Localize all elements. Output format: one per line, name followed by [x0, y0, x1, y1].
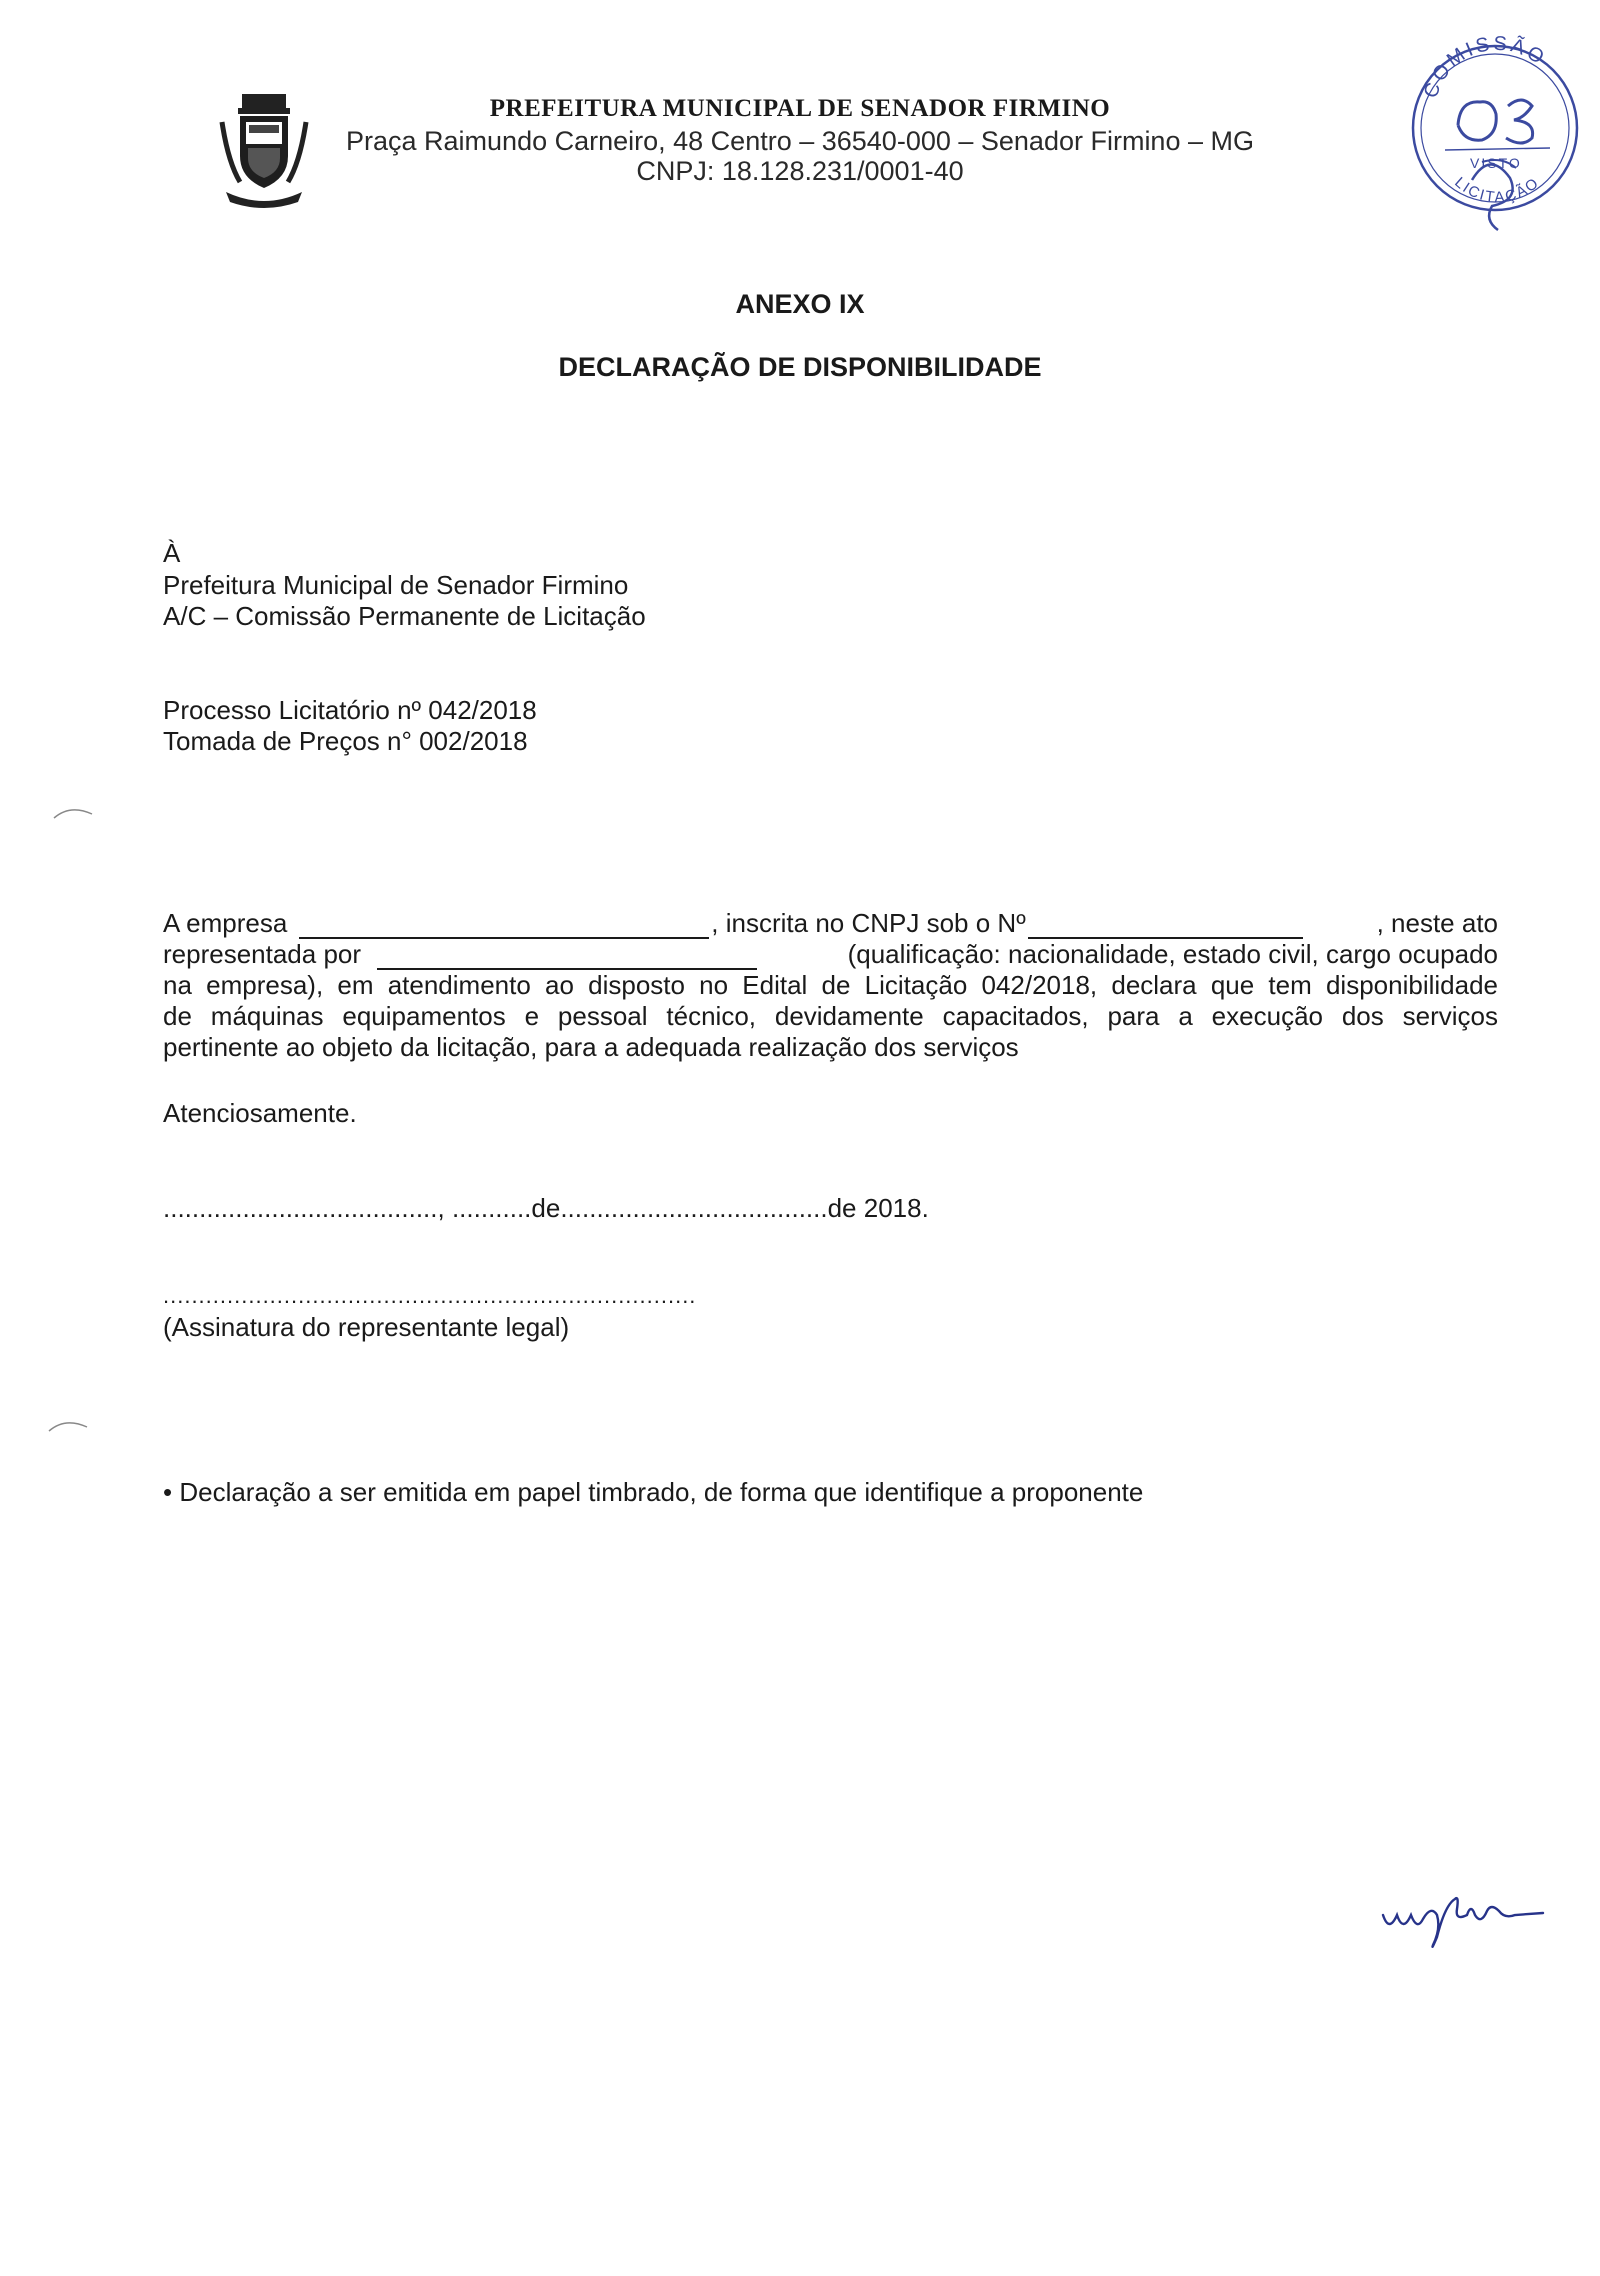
paragraph-line-2 — [163, 939, 1498, 970]
paragraph-text: A empresa — [163, 908, 288, 938]
date-line: ......................................, ...........de.....................................de 2018. — [163, 1193, 929, 1223]
paragraph-line-1 — [163, 908, 1498, 939]
cnpj-blank — [1028, 915, 1303, 939]
commission-stamp-seal — [1400, 30, 1580, 245]
process-number: Processo Licitatório nº 042/2018 — [163, 695, 537, 725]
paragraph-line-5: pertinente ao objeto da licitação, para a adequada realização dos serviços — [163, 1032, 1019, 1062]
margin-mark-icon — [50, 800, 100, 830]
handwritten-initials — [1375, 1885, 1555, 1955]
signature-label: (Assinatura do representante legal) — [163, 1312, 570, 1342]
signature-dotted-line: ........................................................................... — [163, 1283, 697, 1308]
header-address: Praça Raimundo Carneiro, 48 Centro – 36540-000 – Senador Firmino – MG — [346, 126, 1254, 156]
tomada-number: Tomada de Preços n° 002/2018 — [163, 726, 528, 756]
paragraph-text: , neste ato — [1376, 908, 1498, 938]
header-cnpj: CNPJ: 18.128.231/0001-40 — [636, 156, 964, 186]
addressee-prefix: À — [163, 538, 181, 568]
representative-blank — [377, 946, 757, 970]
paragraph-line-4: de máquinas equipamentos e pessoal técnico, devidamente capacitados, para a execução dos serviços — [163, 1001, 1498, 1031]
stamp-mid-text: VISTO — [1470, 155, 1522, 171]
closing-text: Atenciosamente. — [163, 1098, 357, 1128]
header-org-name: PREFEITURA MUNICIPAL DE SENADOR FIRMINO — [489, 95, 1111, 122]
company-name-blank — [299, 915, 709, 939]
stamp-bottom-text: LICITAÇÃO — [1451, 173, 1544, 207]
margin-mark-icon — [45, 1413, 95, 1443]
document-subtitle: DECLARAÇÃO DE DISPONIBILIDADE — [558, 352, 1042, 382]
paragraph-text: , inscrita no CNPJ sob o Nº — [711, 908, 1026, 938]
document-title: ANEXO IX — [735, 289, 865, 319]
addressee-name: Prefeitura Municipal de Senador Firmino — [163, 570, 629, 600]
declaration-paragraph — [163, 908, 1498, 1063]
paragraph-text: representada por — [163, 939, 362, 969]
paragraph-line-3: na empresa), em atendimento ao disposto no Edital de Licitação 042/2018, declara que tem disponibilidade — [163, 970, 1498, 1000]
paragraph-text: (qualificação: nacionalidade, estado civil, cargo ocupado — [847, 939, 1498, 969]
footnote: • Declaração a ser emitida em papel timbrado, de forma que identifique a proponente — [163, 1477, 1144, 1507]
stamp-top-text: COMISSÃO — [1419, 32, 1551, 101]
svg-text:COMISSÃO — [1420, 33, 1550, 101]
addressee-attention: A/C – Comissão Permanente de Licitação — [163, 601, 646, 631]
